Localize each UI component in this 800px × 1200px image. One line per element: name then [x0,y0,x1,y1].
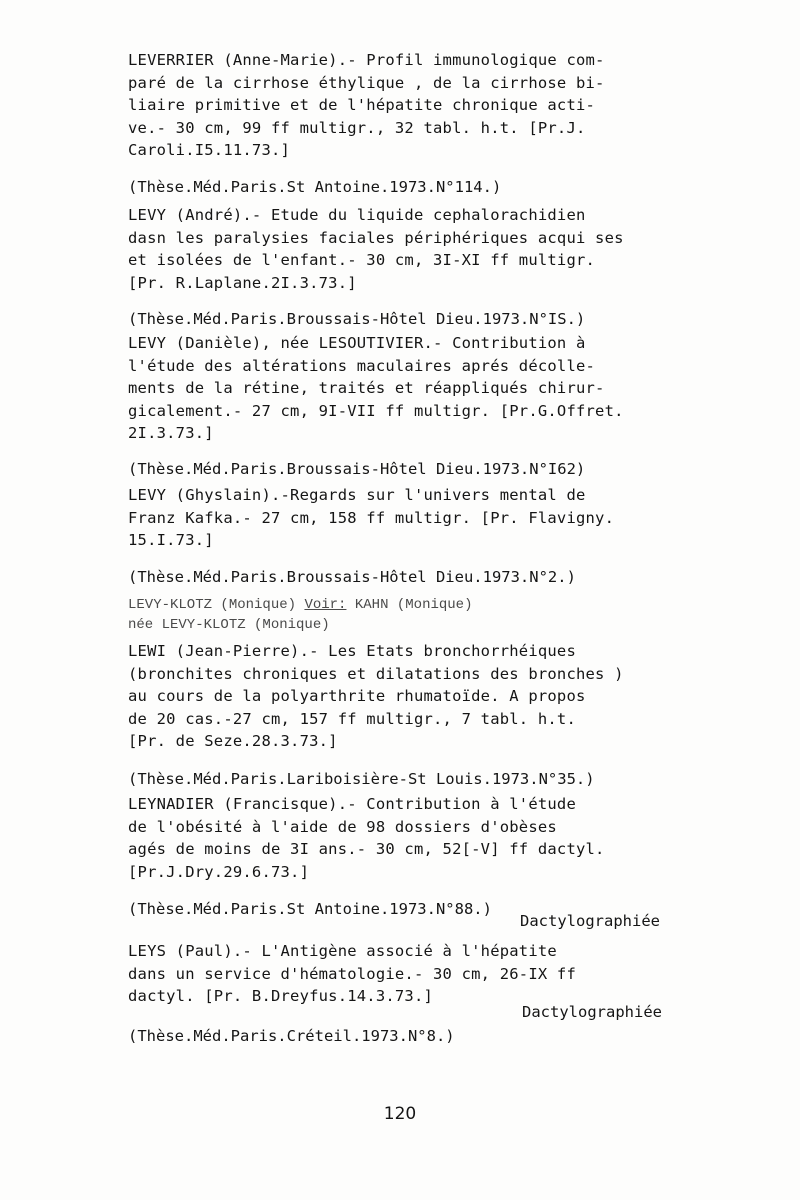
entry-line: au cours de la polyarthrite rhumatoïde. A propos [128,687,586,705]
entry-line: de 20 cas.-27 cm, 157 ff multigr., 7 tabl. h.t. [128,709,576,728]
entry-line: ve.- 30 cm, 99 ff multigr., 32 tabl. h.t. [Pr.J. [128,118,586,137]
entry-line: liaire primitive et de l'hépatite chronique acti- [128,96,596,114]
entry-line: dasn les paralysies faciales périphériques acqui ses [128,228,624,247]
entry-line: [Pr.J.Dry.29.6.73.] [128,862,310,881]
typed-note: Dactylographiée [520,912,660,930]
entry-line: et isolées de l'enfant.- 30 cm, 3I-XI ff multigr. [128,251,596,269]
thesis-reference: (Thèse.Méd.Paris.Broussais-Hôtel Dieu.1973.N°2.) [128,568,576,586]
cross-reference-name: LEVY-KLOTZ (Monique) [128,597,297,613]
entry-line: paré de la cirrhose éthylique , de la cirrhose bi- [128,73,605,92]
entry-line: LEYS (Paul).- L'Antigène associé à l'hépatite [128,942,557,960]
entry-line: LEVY (Danièle), née LESOUTIVIER.- Contribution à [128,334,586,352]
thesis-reference: (Thèse.Méd.Paris.Lariboisière-St Louis.1973.N°35.) [128,770,595,788]
catalog-entry [128,793,688,883]
catalog-entry [128,484,688,552]
entry-line: de l'obésité à l'aide de 98 dossiers d'obèses [128,817,557,836]
entry-line: dactyl. [Pr. B.Dreyfus.14.3.73.] [128,987,434,1005]
entry-line: gicalement.- 27 cm, 9I-VII ff multigr. [Pr.G.Offret. [128,401,624,420]
entry-line: 15.I.73.] [128,531,214,549]
thesis-reference: (Thèse.Méd.Paris.Broussais-Hôtel Dieu.1973.N°IS.) [128,310,586,328]
entry-line: LEVERRIER (Anne-Marie).- Profil immunologique com- [128,51,605,69]
entry-line: l'étude des altérations maculaires aprés décolle- [128,356,596,375]
thesis-reference: (Thèse.Méd.Paris.St Antoine.1973.N°88.) [128,900,492,918]
entry-line: LEVY (André).- Etude du liquide cephalorachidien [128,206,586,224]
catalog-entry [128,204,688,294]
entry-line: 2I.3.73.] [128,424,214,442]
entry-line: (bronchites chroniques et dilatations des bronches ) [128,664,624,683]
thesis-reference: (Thèse.Méd.Paris.Broussais-Hôtel Dieu.1973.N°I62) [128,460,586,478]
entry-line: LEVY (Ghyslain).-Regards sur l'univers mental de [128,486,586,504]
catalog-entry [128,940,688,1008]
entry-line: dans un service d'hématologie.- 30 cm, 26-IX ff [128,964,576,983]
entry-line: Franz Kafka.- 27 cm, 158 ff multigr. [Pr. Flavigny. [128,508,615,527]
cross-reference-target: KAHN (Monique) [354,597,473,613]
entry-line: agés de moins de 3I ans.- 30 cm, 52[-V] ff dactyl. [128,840,605,858]
cross-reference-see: Voir: [304,597,347,613]
entry-line: LEWI (Jean-Pierre).- Les Etats bronchorrhéiques [128,642,576,660]
entry-line: LEYNADIER (Francisque).- Contribution à l'étude [128,795,576,813]
thesis-reference: (Thèse.Méd.Paris.St Antoine.1973.N°114.) [128,178,502,196]
thesis-reference: (Thèse.Méd.Paris.Créteil.1973.N°8.) [128,1027,455,1045]
entry-line: Caroli.I5.11.73.] [128,141,291,159]
entry-line: ments de la rétine, traités et réappliqués chirur- [128,379,605,397]
cross-reference-alias: née LEVY-KLOTZ (Monique) [128,617,330,633]
catalog-entry [128,49,688,162]
page-number: 120 [383,1104,417,1124]
typed-note: Dactylographiée [522,1003,662,1021]
catalog-entry [128,332,688,445]
cross-reference [128,594,472,616]
entry-line: [Pr. R.Laplane.2I.3.73.] [128,273,357,292]
catalog-entry [128,640,688,753]
entry-line: [Pr. de Seze.28.3.73.] [128,732,338,750]
